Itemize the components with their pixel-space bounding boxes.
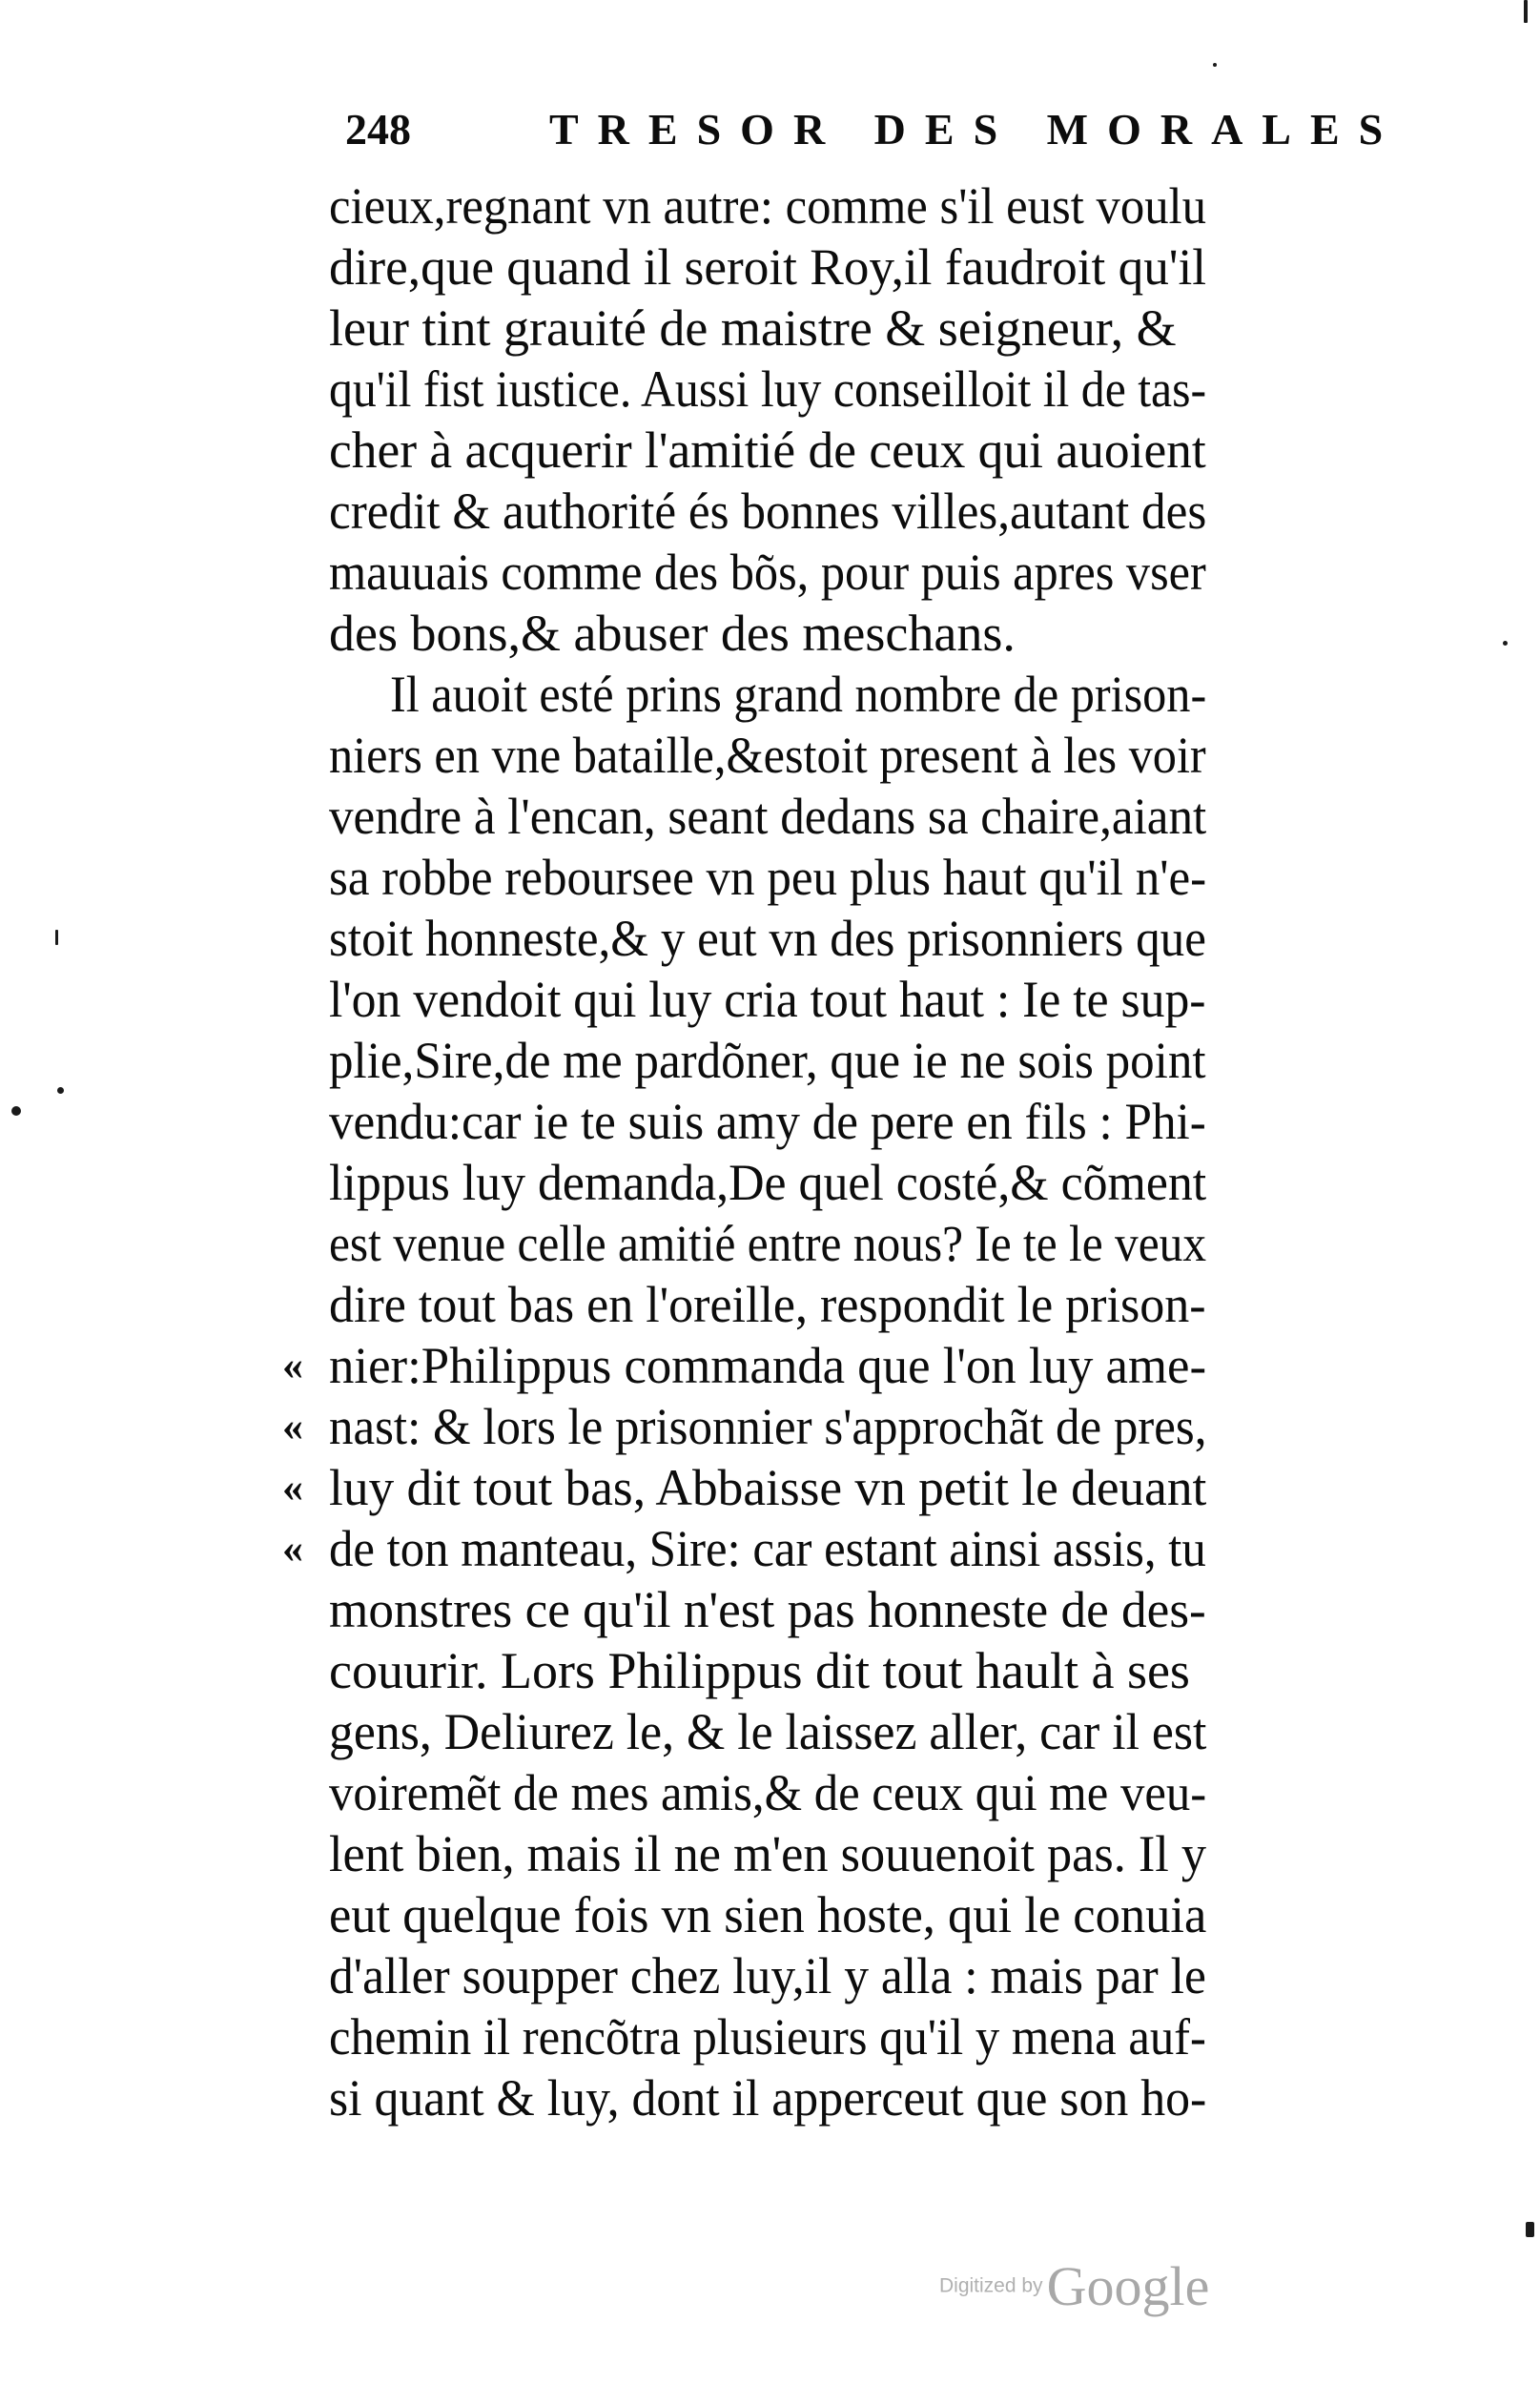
text-line: luy dit tout bas, Abbaisse vn petit le deuant [329, 1459, 1207, 1516]
text-line: des bons,& abuser des meschans. [329, 605, 1016, 662]
text-line: si quant & luy, dont il apperceut que son ho- [329, 2069, 1207, 2127]
text-line: leur tint grauité de maistre & seigneur, & [329, 299, 1177, 357]
page-number: 248 [345, 105, 411, 154]
text-line: sa robbe reboursee vn peu plus haut qu'il n'e- [329, 849, 1207, 906]
text-line: Il auoit esté prins grand nombre de prison- [390, 666, 1207, 723]
text-line: vendu:car ie te suis amy de pere en fils : Phi- [329, 1093, 1206, 1150]
scan-speck [11, 1106, 21, 1116]
text-line: gens, Deliurez le, & le laissez aller, car il est [329, 1703, 1207, 1760]
watermark-brand: Google [1046, 2255, 1210, 2317]
margin-quote-mark: « [282, 1342, 303, 1388]
text-line: couurir. Lors Philippus dit tout hault à ses [329, 1642, 1190, 1699]
text-line: niers en vne bataille,&estoit present à les voir [329, 727, 1206, 784]
text-line: dire tout bas en l'oreille, respondit le prison- [329, 1276, 1206, 1333]
page-header [345, 101, 1403, 158]
text-line: nier:Philippus commanda que l'on luy ame- [329, 1337, 1207, 1394]
text-line: dire,que quand il seroit Roy,il faudroit qu'il [329, 238, 1207, 296]
text-line: cieux,regnant vn autre: comme s'il eust voulu [329, 177, 1206, 235]
text-line: qu'il fist iustice. Aussi luy conseilloit il de tas- [329, 360, 1207, 418]
text-line: d'aller soupper chez luy,il y alla : mais par le [329, 1947, 1206, 2004]
text-line: plie,Sire,de me pardõner, que ie ne sois point [329, 1032, 1206, 1089]
text-line: lent bien, mais il ne m'en souuenoit pas. Il y [329, 1825, 1207, 1882]
text-line: chemin il rencõtra plusieurs qu'il y mena auf- [329, 2008, 1206, 2065]
text-line: l'on vendoit qui luy cria tout haut : Ie te sup- [329, 971, 1206, 1028]
digitized-watermark [939, 2254, 1209, 2321]
text-line: mauuais comme des bõs, pour puis apres vser [329, 544, 1206, 601]
text-line: credit & authorité és bonnes villes,autant des [329, 483, 1207, 540]
running-title: TRESOR DES MORALES [549, 105, 1403, 154]
text-line: est venue celle amitié entre nous? Ie te le veux [329, 1215, 1207, 1272]
scan-speck [57, 1087, 64, 1094]
text-line: monstres ce qu'il n'est pas honneste de des- [329, 1581, 1206, 1638]
margin-quote-mark: « [282, 1464, 303, 1511]
scan-speck [1524, 0, 1528, 23]
text-line: cher à acquerir l'amitié de ceux qui auoient [329, 421, 1206, 479]
text-line: stoit honneste,& y eut vn des prisonniers que [329, 910, 1206, 967]
scan-speck [55, 930, 58, 945]
margin-quote-mark: « [282, 1403, 303, 1449]
scan-speck [1503, 641, 1508, 646]
text-line: voiremẽt de mes amis,& de ceux qui me veu- [329, 1764, 1207, 1821]
margin-quote-mark: « [282, 1525, 303, 1572]
scan-speck [1213, 63, 1217, 67]
text-line: eut quelque fois vn sien hoste, qui le conuia [329, 1886, 1207, 1943]
watermark-prefix: Digitized by [939, 2274, 1043, 2297]
text-line: vendre à l'encan, seant dedans sa chaire,aiant [329, 788, 1207, 845]
text-line: de ton manteau, Sire: car estant ainsi assis, tu [329, 1520, 1206, 1577]
scan-speck [1526, 2222, 1534, 2237]
text-line: lippus luy demanda,De quel costé,& cõment [329, 1154, 1207, 1211]
text-line: nast: & lors le prisonnier s'approchãt de pres, [329, 1398, 1207, 1455]
